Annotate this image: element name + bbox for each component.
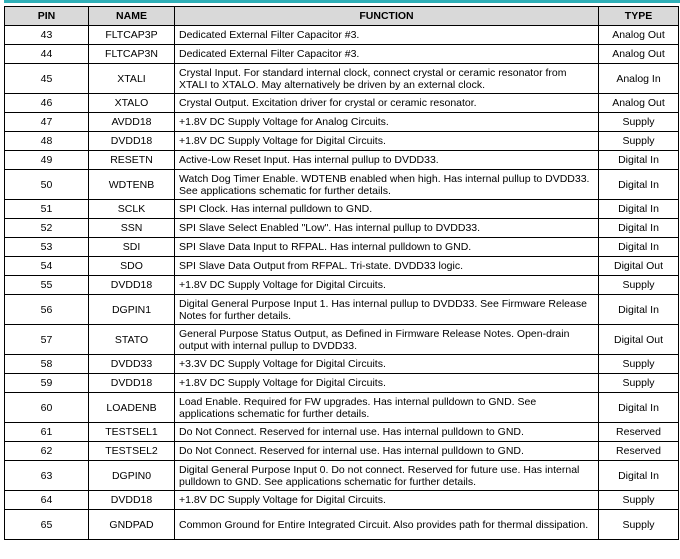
cell-pin: 62 bbox=[5, 442, 89, 461]
table-row bbox=[5, 295, 679, 325]
cell-name: AVDD18 bbox=[89, 113, 175, 132]
cell-pin: 49 bbox=[5, 151, 89, 170]
table-row bbox=[5, 26, 679, 45]
cell-function: General Purpose Status Output, as Defined in Firmware Release Notes. Open-drain output with internal pullup to DVDD33. bbox=[175, 325, 599, 355]
cell-name: RESETN bbox=[89, 151, 175, 170]
cell-type: Digital In bbox=[599, 393, 679, 423]
cell-function: Dedicated External Filter Capacitor #3. bbox=[175, 45, 599, 64]
cell-function: Active-Low Reset Input. Has internal pullup to DVDD33. bbox=[175, 151, 599, 170]
cell-pin: 50 bbox=[5, 170, 89, 200]
cell-type: Digital In bbox=[599, 151, 679, 170]
table-row bbox=[5, 151, 679, 170]
cell-function: +1.8V DC Supply Voltage for Digital Circuits. bbox=[175, 132, 599, 151]
cell-pin: 45 bbox=[5, 64, 89, 94]
cell-type: Analog Out bbox=[599, 26, 679, 45]
cell-type: Reserved bbox=[599, 423, 679, 442]
table-row bbox=[5, 64, 679, 94]
table-row bbox=[5, 45, 679, 64]
cell-type: Supply bbox=[599, 113, 679, 132]
cell-function: +3.3V DC Supply Voltage for Digital Circuits. bbox=[175, 355, 599, 374]
table-row bbox=[5, 219, 679, 238]
cell-type: Digital In bbox=[599, 295, 679, 325]
cell-type: Analog Out bbox=[599, 94, 679, 113]
cell-name: SSN bbox=[89, 219, 175, 238]
header-type: TYPE bbox=[599, 7, 679, 26]
cell-name: DVDD18 bbox=[89, 276, 175, 295]
cell-name: DVDD18 bbox=[89, 491, 175, 510]
cell-function: Digital General Purpose Input 0. Do not connect. Reserved for future use. Has internal pulldown to GND. See applications schematic for further details. bbox=[175, 461, 599, 491]
cell-type: Digital In bbox=[599, 219, 679, 238]
cell-pin: 43 bbox=[5, 26, 89, 45]
cell-function: SPI Slave Data Output from RFPAL. Tri-state. DVDD33 logic. bbox=[175, 257, 599, 276]
cell-function: SPI Clock. Has internal pulldown to GND. bbox=[175, 200, 599, 219]
table-row bbox=[5, 355, 679, 374]
cell-function: +1.8V DC Supply Voltage for Digital Circuits. bbox=[175, 276, 599, 295]
cell-pin: 51 bbox=[5, 200, 89, 219]
cell-pin: 47 bbox=[5, 113, 89, 132]
cell-pin: 61 bbox=[5, 423, 89, 442]
cell-function: Load Enable. Required for FW upgrades. Has internal pulldown to GND. See applications schematic for further details. bbox=[175, 393, 599, 423]
cell-function: Crystal Input. For standard internal clock, connect crystal or ceramic resonator from XTALI to XTALO. May alternatively be driven by an external clock. bbox=[175, 64, 599, 94]
table-row bbox=[5, 442, 679, 461]
cropped-caption-fragment bbox=[4, 0, 680, 3]
header-name: NAME bbox=[89, 7, 175, 26]
cell-function: Do Not Connect. Reserved for internal use. Has internal pulldown to GND. bbox=[175, 423, 599, 442]
cell-name: GNDPAD bbox=[89, 510, 175, 540]
cell-name: XTALO bbox=[89, 94, 175, 113]
cell-pin: 57 bbox=[5, 325, 89, 355]
table-row bbox=[5, 132, 679, 151]
cell-pin: 52 bbox=[5, 219, 89, 238]
cell-type: Digital In bbox=[599, 461, 679, 491]
cell-name: DVDD33 bbox=[89, 355, 175, 374]
cell-type: Analog In bbox=[599, 64, 679, 94]
cell-name: DVDD18 bbox=[89, 374, 175, 393]
cell-pin: 60 bbox=[5, 393, 89, 423]
cell-type: Supply bbox=[599, 491, 679, 510]
cell-pin: 44 bbox=[5, 45, 89, 64]
cell-type: Digital In bbox=[599, 200, 679, 219]
cell-function: SPI Slave Data Input to RFPAL. Has internal pulldown to GND. bbox=[175, 238, 599, 257]
cell-type: Digital Out bbox=[599, 325, 679, 355]
cell-name: SDI bbox=[89, 238, 175, 257]
cell-name: DGPIN1 bbox=[89, 295, 175, 325]
cell-name: FLTCAP3P bbox=[89, 26, 175, 45]
cell-type: Digital In bbox=[599, 170, 679, 200]
cell-function: +1.8V DC Supply Voltage for Digital Circuits. bbox=[175, 491, 599, 510]
cell-name: TESTSEL2 bbox=[89, 442, 175, 461]
cell-function: Digital General Purpose Input 1. Has internal pullup to DVDD33. See Firmware Release Notes for further details. bbox=[175, 295, 599, 325]
cell-type: Supply bbox=[599, 276, 679, 295]
cell-type: Digital Out bbox=[599, 257, 679, 276]
cell-pin: 55 bbox=[5, 276, 89, 295]
cell-pin: 54 bbox=[5, 257, 89, 276]
cell-function: +1.8V DC Supply Voltage for Analog Circuits. bbox=[175, 113, 599, 132]
table-header-row bbox=[5, 7, 679, 26]
table-row bbox=[5, 257, 679, 276]
cell-function: Crystal Output. Excitation driver for crystal or ceramic resonator. bbox=[175, 94, 599, 113]
cell-pin: 64 bbox=[5, 491, 89, 510]
cell-name: SCLK bbox=[89, 200, 175, 219]
cell-name: XTALI bbox=[89, 64, 175, 94]
cell-pin: 48 bbox=[5, 132, 89, 151]
cell-function: +1.8V DC Supply Voltage for Digital Circuits. bbox=[175, 374, 599, 393]
cell-function: Do Not Connect. Reserved for internal use. Has internal pulldown to GND. bbox=[175, 442, 599, 461]
table-row bbox=[5, 510, 679, 540]
cell-type: Supply bbox=[599, 374, 679, 393]
table-row bbox=[5, 393, 679, 423]
header-function: FUNCTION bbox=[175, 7, 599, 26]
table-row bbox=[5, 238, 679, 257]
table-row bbox=[5, 374, 679, 393]
cell-pin: 56 bbox=[5, 295, 89, 325]
cell-function: SPI Slave Select Enabled "Low". Has internal pullup to DVDD33. bbox=[175, 219, 599, 238]
cell-type: Supply bbox=[599, 510, 679, 540]
cell-name: TESTSEL1 bbox=[89, 423, 175, 442]
header-pin: PIN bbox=[5, 7, 89, 26]
cell-name: STATO bbox=[89, 325, 175, 355]
cell-name: SDO bbox=[89, 257, 175, 276]
cell-name: LOADENB bbox=[89, 393, 175, 423]
cell-pin: 58 bbox=[5, 355, 89, 374]
cell-pin: 59 bbox=[5, 374, 89, 393]
cell-type: Reserved bbox=[599, 442, 679, 461]
table-row bbox=[5, 491, 679, 510]
table-row bbox=[5, 113, 679, 132]
cell-pin: 65 bbox=[5, 510, 89, 540]
cell-pin: 46 bbox=[5, 94, 89, 113]
cell-type: Digital In bbox=[599, 238, 679, 257]
table-row bbox=[5, 461, 679, 491]
cell-type: Analog Out bbox=[599, 45, 679, 64]
cell-name: FLTCAP3N bbox=[89, 45, 175, 64]
cell-name: DVDD18 bbox=[89, 132, 175, 151]
table-body bbox=[5, 26, 679, 540]
cell-type: Supply bbox=[599, 355, 679, 374]
cell-pin: 63 bbox=[5, 461, 89, 491]
cell-function: Watch Dog Timer Enable. WDTENB enabled when high. Has internal pullup to DVDD33. See applications schematic for further details. bbox=[175, 170, 599, 200]
table-row bbox=[5, 325, 679, 355]
cell-function: Common Ground for Entire Integrated Circuit. Also provides path for thermal dissipation. bbox=[175, 510, 599, 540]
cell-name: DGPIN0 bbox=[89, 461, 175, 491]
table-row bbox=[5, 200, 679, 219]
table-row bbox=[5, 423, 679, 442]
cell-type: Supply bbox=[599, 132, 679, 151]
cell-function: Dedicated External Filter Capacitor #3. bbox=[175, 26, 599, 45]
table-row bbox=[5, 276, 679, 295]
table-row bbox=[5, 94, 679, 113]
pin-function-table bbox=[4, 6, 679, 540]
cell-name: WDTENB bbox=[89, 170, 175, 200]
caption-color-strip bbox=[4, 0, 680, 3]
cell-pin: 53 bbox=[5, 238, 89, 257]
table-row bbox=[5, 170, 679, 200]
